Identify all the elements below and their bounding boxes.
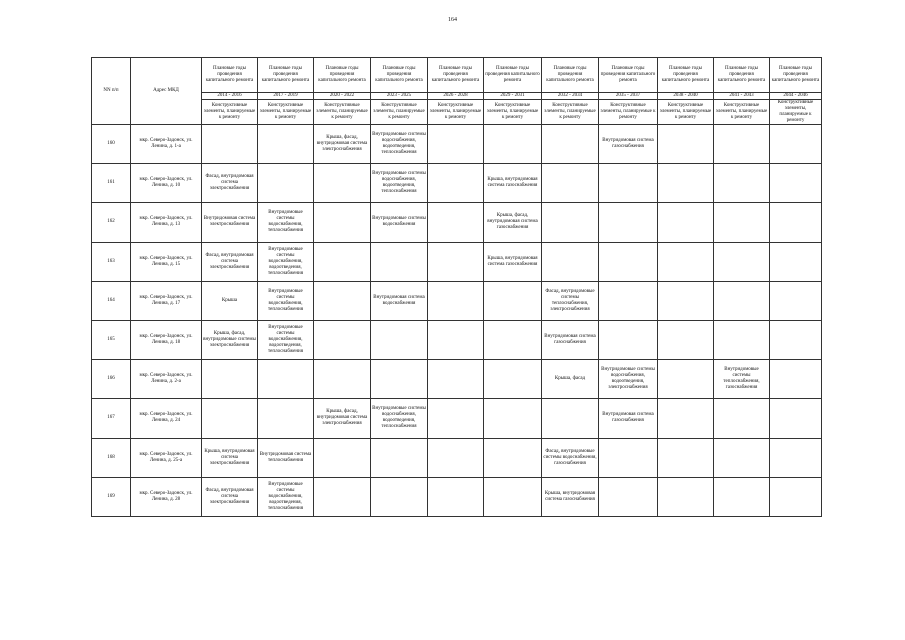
repair-cell	[258, 399, 314, 438]
page-number: 164	[448, 17, 457, 23]
repair-cell: Крыша, фасад, внутридомовые системы электроснабжения	[202, 320, 258, 359]
repair-cell	[658, 399, 714, 438]
repair-cell	[714, 320, 770, 359]
row-number: 162	[92, 203, 131, 242]
repair-cell	[770, 360, 822, 399]
repair-cell	[314, 438, 371, 477]
repair-cell	[542, 399, 599, 438]
header-num: NN п/п	[92, 58, 131, 125]
repair-cell	[371, 477, 428, 516]
period-years: 2029 - 2031	[484, 93, 542, 100]
repair-cell: Внутридомовые системы водоснабжения, теплоснабжения	[258, 203, 314, 242]
period-elements-header: Конструктивные элементы, планируемые к ремонту	[202, 100, 258, 125]
repair-cell	[428, 438, 484, 477]
repair-cell	[314, 477, 371, 516]
repair-cell	[658, 477, 714, 516]
repair-cell: Внутридомовая система газоснабжения	[542, 320, 599, 359]
row-address: мкр. Северо-Задонск, ул. Ленина, д. 2-а	[131, 360, 202, 399]
repair-cell	[371, 438, 428, 477]
repair-cell	[371, 360, 428, 399]
row-number: 163	[92, 242, 131, 281]
period-header: Плановые годы проведения капитального ремонта	[202, 58, 258, 93]
repair-cell: Внутридомовые системы водоснабжения, водоотведения, теплоснабжения	[258, 320, 314, 359]
repair-cell: Внутридомовая система теплоснабжения	[258, 438, 314, 477]
row-address: мкр. Северо-Задонск, ул. Ленина, д. 18	[131, 320, 202, 359]
row-number: 161	[92, 164, 131, 203]
repair-cell	[714, 203, 770, 242]
repair-cell	[314, 320, 371, 359]
repair-cell: Крыша, внутридомовая система электроснабжения	[202, 438, 258, 477]
repair-cell	[658, 360, 714, 399]
table-row	[92, 125, 822, 164]
repair-cell	[599, 438, 658, 477]
repair-cell: Внутридомовая система газоснабжения	[599, 399, 658, 438]
repair-cell	[484, 399, 542, 438]
repair-cell	[314, 360, 371, 399]
row-number: 160	[92, 125, 131, 164]
repair-cell	[714, 164, 770, 203]
repair-cell: Крыша, фасад	[542, 360, 599, 399]
repair-cell	[314, 164, 371, 203]
repair-cell: Внутридомовые системы теплоснабжения, газоснабжения	[714, 360, 770, 399]
repair-cell	[484, 477, 542, 516]
repair-cell	[658, 203, 714, 242]
repair-cell: Внутридомовые системы водоснабжения, водоотведения, теплоснабжения	[371, 125, 428, 164]
row-address: мкр. Северо-Задонск, ул. Ленина, д. 15	[131, 242, 202, 281]
row-number: 168	[92, 438, 131, 477]
repair-cell: Внутридомовые системы водоснабжения, водоотведения, электроснабжения	[599, 360, 658, 399]
repair-cell	[428, 320, 484, 359]
row-address: мкр. Северо-Задонск, ул. Ленина, д. 28	[131, 477, 202, 516]
table-row	[92, 164, 822, 203]
table-row	[92, 281, 822, 320]
repair-cell	[770, 477, 822, 516]
period-elements-header: Конструктивные элементы, планируемые к ремонту	[542, 100, 599, 125]
repair-cell	[658, 125, 714, 164]
repair-cell	[484, 438, 542, 477]
row-address: мкр. Северо-Задонск, ул. Ленина, д. 1-а	[131, 125, 202, 164]
repair-cell	[658, 164, 714, 203]
period-years: 2035 - 2037	[599, 93, 658, 100]
table-row	[92, 477, 822, 516]
repair-cell	[484, 125, 542, 164]
repair-cell	[371, 320, 428, 359]
repair-cell	[770, 399, 822, 438]
capital-repair-schedule-table	[91, 57, 822, 517]
repair-cell	[714, 438, 770, 477]
repair-cell	[202, 399, 258, 438]
row-number: 164	[92, 281, 131, 320]
period-header: Плановые годы проведения капитального ремонта	[770, 58, 822, 93]
repair-cell: Внутридомовые системы водоснабжения, водоотведения, теплоснабжения	[371, 164, 428, 203]
repair-cell	[770, 203, 822, 242]
repair-cell: Внутридомовые системы водоснабжения, водоотведения, теплоснабжения	[258, 242, 314, 281]
repair-cell	[428, 242, 484, 281]
repair-cell	[428, 477, 484, 516]
repair-cell: Фасад, внутридомовые системы теплоснабжения, электроснабжения	[542, 281, 599, 320]
repair-cell	[258, 360, 314, 399]
repair-cell	[542, 203, 599, 242]
table-row	[92, 320, 822, 359]
row-address: мкр. Северо-Задонск, ул. Ленина, д. 17	[131, 281, 202, 320]
period-elements-header: Конструктивные элементы, планируемые к ремонту	[714, 100, 770, 125]
period-years: 2023 - 2025	[371, 93, 428, 100]
repair-cell	[599, 477, 658, 516]
table-row	[92, 203, 822, 242]
period-elements-header: Конструктивные элементы, планируемые к ремонту	[428, 100, 484, 125]
repair-cell	[770, 281, 822, 320]
repair-cell	[428, 164, 484, 203]
repair-cell	[314, 281, 371, 320]
repair-cell	[542, 125, 599, 164]
row-address: мкр. Северо-Задонск, ул. Ленина, д. 24	[131, 399, 202, 438]
repair-cell: Крыша, внутридомовая система газоснабжения	[484, 164, 542, 203]
repair-cell: Фасад, внутридомовая система электроснабжения	[202, 242, 258, 281]
repair-cell	[484, 360, 542, 399]
repair-cell: Крыша, внутридомовая система газоснабжения	[484, 242, 542, 281]
repair-cell: Внутридомовая система газоснабжения	[599, 125, 658, 164]
period-header: Плановые годы проведения капитального ремонта	[371, 58, 428, 93]
period-years: 2017 - 2019	[258, 93, 314, 100]
period-elements-header: Конструктивные элементы, планируемые к ремонту	[658, 100, 714, 125]
repair-cell	[258, 164, 314, 203]
repair-cell: Внутридомовые системы водоснабжения	[371, 203, 428, 242]
repair-cell: Крыша, фасад, внутридомовая система электроснабжения	[314, 399, 371, 438]
repair-cell	[714, 477, 770, 516]
repair-cell: Внутридомовые системы водоснабжения, водоотведения, теплоснабжения	[371, 399, 428, 438]
repair-cell: Внутридомовые системы водоснабжения, теплоснабжения	[258, 281, 314, 320]
period-header: Плановые годы проведения капитального ремонта	[314, 58, 371, 93]
repair-cell	[428, 399, 484, 438]
period-header: Плановые годы проведения капитального ремонта	[714, 58, 770, 93]
row-address: мкр. Северо-Задонск, ул. Ленина, д. 13	[131, 203, 202, 242]
period-years: 2044 - 2046	[770, 93, 822, 100]
row-number: 165	[92, 320, 131, 359]
repair-cell	[599, 203, 658, 242]
repair-cell	[428, 360, 484, 399]
row-number: 167	[92, 399, 131, 438]
repair-cell: Фасад, внутридомовая система электроснабжения	[202, 477, 258, 516]
period-header: Плановые годы проведения капитального ремонта	[484, 58, 542, 93]
table-row	[92, 242, 822, 281]
period-header: Плановые годы проведения капитального ремонта	[658, 58, 714, 93]
repair-cell	[658, 281, 714, 320]
period-elements-header: Конструктивные элементы, планируемые к ремонту	[770, 100, 822, 125]
row-address: мкр. Северо-Задонск, ул. Ленина, д. 10	[131, 164, 202, 203]
repair-cell	[542, 164, 599, 203]
table-row	[92, 438, 822, 477]
repair-cell	[770, 242, 822, 281]
repair-cell: Крыша, фасад, внутридомовая система электроснабжения	[314, 125, 371, 164]
repair-cell	[770, 164, 822, 203]
repair-cell	[658, 320, 714, 359]
period-elements-header: Конструктивные элементы, планируемые к ремонту	[371, 100, 428, 125]
table-row	[92, 399, 822, 438]
period-years: 2014 - 2016	[202, 93, 258, 100]
period-elements-header: Конструктивные элементы, планируемые к ремонту	[599, 100, 658, 125]
repair-cell	[428, 281, 484, 320]
repair-cell: Крыша	[202, 281, 258, 320]
repair-cell	[202, 360, 258, 399]
repair-cell: Внутридомовая система водоснабжения	[371, 281, 428, 320]
header-address: Адрес МКД	[131, 58, 202, 125]
row-number: 166	[92, 360, 131, 399]
repair-cell: Фасад, внутридомовая система электроснабжения	[202, 164, 258, 203]
repair-cell	[714, 242, 770, 281]
repair-cell	[599, 320, 658, 359]
repair-cell	[770, 125, 822, 164]
repair-cell: Внутридомовая система электроснабжения	[202, 203, 258, 242]
period-years: 2020 - 2022	[314, 93, 371, 100]
repair-cell	[599, 281, 658, 320]
repair-cell	[314, 203, 371, 242]
repair-cell	[770, 320, 822, 359]
repair-cell: Внутридомовые системы водоснабжения, водоотведения, теплоснабжения	[258, 477, 314, 516]
period-years: 2041 - 2043	[714, 93, 770, 100]
row-address: мкр. Северо-Задонск, ул. Ленина, д. 25-а	[131, 438, 202, 477]
repair-cell	[484, 281, 542, 320]
repair-cell: Крыша, внутридомовая система газоснабжения	[542, 477, 599, 516]
period-header: Плановые годы проведения капитального ремонта	[542, 58, 599, 93]
period-years: 2032 - 2034	[542, 93, 599, 100]
period-header: Плановые годы проведения капитального ремонта	[258, 58, 314, 93]
repair-cell	[714, 281, 770, 320]
period-header: Плановые годы проведения капитального ремонта	[428, 58, 484, 93]
repair-cell	[202, 125, 258, 164]
repair-cell	[658, 242, 714, 281]
period-elements-header: Конструктивные элементы, планируемые к ремонту	[484, 100, 542, 125]
repair-cell	[770, 438, 822, 477]
period-elements-header: Конструктивные элементы, планируемые к ремонту	[258, 100, 314, 125]
repair-cell	[542, 242, 599, 281]
period-years: 2026 - 2028	[428, 93, 484, 100]
repair-cell: Фасад, внутридомовые системы водоснабжения, газоснабжения	[542, 438, 599, 477]
repair-cell	[428, 203, 484, 242]
repair-cell	[599, 242, 658, 281]
repair-cell	[714, 399, 770, 438]
period-years: 2038 - 2040	[658, 93, 714, 100]
repair-cell	[314, 242, 371, 281]
row-number: 169	[92, 477, 131, 516]
repair-cell: Крыша, фасад, внутридомовая система газоснабжения	[484, 203, 542, 242]
table-row	[92, 360, 822, 399]
period-header: Плановые годы проведения капитального ремонта	[599, 58, 658, 93]
repair-cell	[484, 320, 542, 359]
repair-cell	[258, 125, 314, 164]
repair-cell	[714, 125, 770, 164]
repair-cell	[428, 125, 484, 164]
repair-cell	[658, 438, 714, 477]
repair-cell	[599, 164, 658, 203]
period-elements-header: Конструктивные элементы, планируемые к ремонту	[314, 100, 371, 125]
repair-cell	[371, 242, 428, 281]
